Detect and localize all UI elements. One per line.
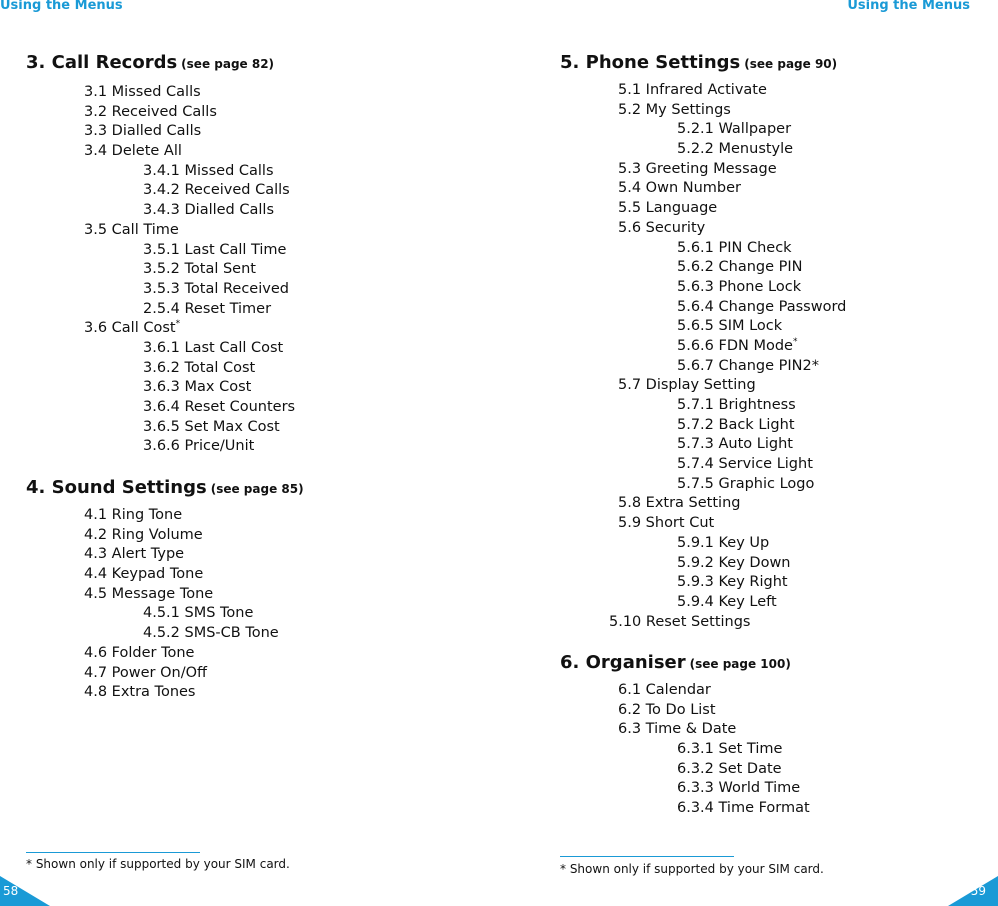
page-reference: (see page 90): [744, 57, 838, 71]
menu-item-label: 5.1 Infrared Activate: [618, 82, 767, 98]
submenu-item: [618, 140, 846, 160]
submenu-item: [618, 357, 846, 377]
menu-item-label: 5.6.1 PIN Check: [677, 239, 792, 256]
menu-item-label: 4.7 Power On/Off: [84, 664, 208, 681]
menu-item: [84, 221, 295, 241]
footnote-mark: *: [175, 319, 181, 330]
menu-item-label: 5.10 Reset Settings: [609, 613, 751, 630]
menu-item-label: 4.1 Ring Tone: [84, 507, 183, 523]
menu-item-label: 3.4.2 Received Calls: [143, 182, 290, 199]
footnote-mark: *: [792, 336, 798, 347]
menu-item-label: 3.5.1 Last Call Time: [143, 241, 287, 258]
submenu-item: [84, 339, 295, 359]
submenu-item: [618, 258, 846, 278]
menu-item-label: 5.7 Display Setting: [618, 377, 756, 394]
menu-item: [84, 103, 295, 123]
menu-item: [618, 160, 846, 180]
menu-item-label: 3.6.6 Price/Unit: [143, 438, 255, 455]
submenu-item: [84, 201, 295, 221]
menu-item: [84, 683, 279, 703]
menu-item: [609, 613, 846, 633]
submenu-item: [84, 181, 295, 201]
menu-item: [618, 219, 846, 239]
submenu-item: [618, 760, 810, 780]
running-header: Using the Menus: [0, 0, 123, 13]
submenu-item: [618, 278, 846, 298]
section-title: 3. Call Records: [26, 52, 178, 73]
menu-item-label: 5.5 Language: [618, 200, 718, 217]
footnote-rule: [560, 856, 734, 857]
menu-item-label: 6.3.2 Set Date: [677, 760, 782, 777]
menu-item: [84, 565, 279, 585]
running-header: Using the Menus: [847, 0, 970, 13]
menu-list-phone-settings: [609, 81, 847, 632]
menu-item: [618, 494, 846, 514]
menu-item-label: 5.2 My Settings: [618, 101, 731, 118]
submenu-item: [618, 475, 846, 495]
submenu-item: [84, 418, 295, 438]
submenu-item: [84, 378, 295, 398]
menu-item: [618, 681, 810, 701]
menu-item-label: 5.9.3 Key Right: [677, 574, 788, 591]
menu-item-label: 5.6.2 Change PIN: [677, 259, 803, 276]
section-title: 4. Sound Settings: [26, 477, 207, 498]
submenu-item: [84, 604, 279, 624]
submenu-item: [618, 120, 846, 140]
menu-item-label: 5.6.3 Phone Lock: [677, 278, 802, 295]
menu-item-label: 5.3 Greeting Message: [618, 160, 777, 177]
menu-item: [84, 319, 295, 339]
submenu-item: [618, 416, 846, 436]
submenu-item: [84, 359, 295, 379]
menu-item-label: 6.3.1 Set Time: [677, 741, 783, 758]
menu-item-label: 6.3.3 World Time: [677, 780, 801, 797]
menu-item-label: 3.5 Call Time: [84, 221, 179, 238]
menu-item-label: 5.9.4 Key Left: [677, 593, 777, 610]
menu-item-label: 3.6.1 Last Call Cost: [143, 339, 284, 356]
submenu-item: [618, 799, 810, 819]
menu-item-label: 6.3.4 Time Format: [677, 800, 810, 817]
menu-item-label: 5.7.4 Service Light: [677, 456, 813, 473]
menu-item: [618, 701, 810, 721]
submenu-item: [618, 740, 810, 760]
page-reference: (see page 85): [210, 482, 304, 496]
section-heading-call-records: [26, 52, 274, 73]
submenu-item: [618, 396, 846, 416]
menu-item-label: 4.5.2 SMS-CB Tone: [143, 625, 279, 642]
menu-item-label: 4.2 Ring Volume: [84, 526, 203, 543]
menu-item-label: 5.6.7 Change PIN2*: [677, 357, 819, 374]
submenu-item: [84, 300, 295, 320]
menu-item: [618, 720, 810, 740]
menu-item-label: 3.6.5 Set Max Cost: [143, 418, 280, 435]
submenu-item: [618, 554, 846, 574]
menu-item-label: 3.6 Call Cost: [84, 320, 176, 337]
menu-item-label: 5.4 Own Number: [618, 180, 741, 197]
menu-item-label: 5.7.1 Brightness: [677, 397, 796, 413]
menu-item: [84, 545, 279, 565]
menu-item-label: 3.6.3 Max Cost: [143, 379, 252, 396]
menu-item: [84, 506, 279, 526]
menu-item: [618, 514, 846, 534]
submenu-item: [618, 317, 846, 337]
footnote: * Shown only if supported by your SIM card.: [560, 862, 824, 876]
page-number: 59: [970, 884, 986, 898]
footnote-rule: [26, 852, 200, 853]
menu-item-label: 3.4.1 Missed Calls: [143, 162, 274, 179]
section-heading-sound-settings: [26, 477, 304, 498]
menu-item: [618, 81, 846, 101]
menu-item-label: 4.6 Folder Tone: [84, 644, 195, 661]
menu-item-label: 3.4.3 Dialled Calls: [143, 202, 274, 219]
menu-item-label: 4.8 Extra Tones: [84, 684, 196, 701]
menu-item-label: 4.5.1 SMS Tone: [143, 605, 254, 622]
menu-item: [84, 83, 295, 103]
menu-item: [84, 664, 279, 684]
menu-item-label: 6.1 Calendar: [618, 682, 711, 698]
menu-item: [618, 376, 846, 396]
page-reference: (see page 100): [689, 657, 791, 671]
submenu-item: [618, 455, 846, 475]
submenu-item: [618, 534, 846, 554]
submenu-item: [618, 779, 810, 799]
menu-item-label: 5.6.6 FDN Mode: [677, 337, 793, 354]
menu-item-label: 4.4 Keypad Tone: [84, 566, 204, 583]
menu-item-label: 3.4 Delete All: [84, 143, 182, 160]
menu-item: [84, 644, 279, 664]
menu-item-label: 3.6.2 Total Cost: [143, 359, 256, 376]
menu-item-label: 5.2.1 Wallpaper: [677, 121, 792, 138]
menu-item-label: 3.5.2 Total Sent: [143, 261, 256, 278]
submenu-item: [618, 573, 846, 593]
menu-item-label: 5.9 Short Cut: [618, 515, 715, 532]
menu-item-label: 3.5.3 Total Received: [143, 280, 289, 297]
submenu-item: [84, 437, 295, 457]
menu-list-call-records: [84, 83, 295, 457]
submenu-item: [618, 298, 846, 318]
submenu-item: [618, 435, 846, 455]
menu-item-label: 5.7.3 Auto Light: [677, 436, 793, 453]
menu-item-label: 2.5.4 Reset Timer: [143, 300, 272, 317]
menu-item-label: 4.3 Alert Type: [84, 546, 185, 563]
page-reference: (see page 82): [181, 57, 275, 71]
submenu-item: [618, 337, 846, 357]
section-title: 5. Phone Settings: [560, 52, 741, 73]
right-page: [499, 0, 998, 906]
submenu-item: [84, 260, 295, 280]
menu-item-label: 5.7.2 Back Light: [677, 416, 795, 433]
menu-item-label: 5.9.1 Key Up: [677, 534, 770, 551]
menu-item-label: 3.2 Received Calls: [84, 103, 217, 120]
menu-item-label: 5.8 Extra Setting: [618, 495, 741, 512]
menu-item: [84, 526, 279, 546]
menu-item-label: 5.6.4 Change Password: [677, 298, 847, 315]
submenu-item: [84, 398, 295, 418]
menu-item: [618, 101, 846, 121]
section-title: 6. Organiser: [560, 652, 686, 673]
menu-item: [84, 122, 295, 142]
menu-item-label: 5.6 Security: [618, 219, 706, 236]
submenu-item: [84, 241, 295, 261]
submenu-item: [618, 593, 846, 613]
menu-list-organiser: [618, 681, 810, 819]
section-heading-phone-settings: [560, 52, 837, 73]
menu-item-label: 3.6.4 Reset Counters: [143, 399, 296, 415]
submenu-item: [618, 239, 846, 259]
menu-item-label: 3.1 Missed Calls: [84, 84, 201, 100]
menu-item: [618, 179, 846, 199]
submenu-item: [84, 624, 279, 644]
menu-item-label: 3.3 Dialled Calls: [84, 123, 202, 140]
menu-item-label: 4.5 Message Tone: [84, 585, 214, 602]
menu-list-sound-settings: [84, 506, 279, 703]
menu-item-label: 5.2.2 Menustyle: [677, 141, 794, 158]
menu-item: [618, 199, 846, 219]
menu-item: [84, 142, 295, 162]
page-number: 58: [3, 884, 19, 898]
menu-item: [84, 585, 279, 605]
menu-item-label: 6.2 To Do List: [618, 701, 716, 718]
submenu-item: [84, 162, 295, 182]
menu-item-label: 5.6.5 SIM Lock: [677, 318, 783, 335]
footnote: * Shown only if supported by your SIM card.: [26, 857, 290, 871]
menu-item-label: 6.3 Time & Date: [618, 721, 737, 738]
menu-item-label: 5.7.5 Graphic Logo: [677, 475, 815, 492]
submenu-item: [84, 280, 295, 300]
menu-item-label: 5.9.2 Key Down: [677, 554, 791, 571]
section-heading-organiser: [560, 652, 791, 673]
